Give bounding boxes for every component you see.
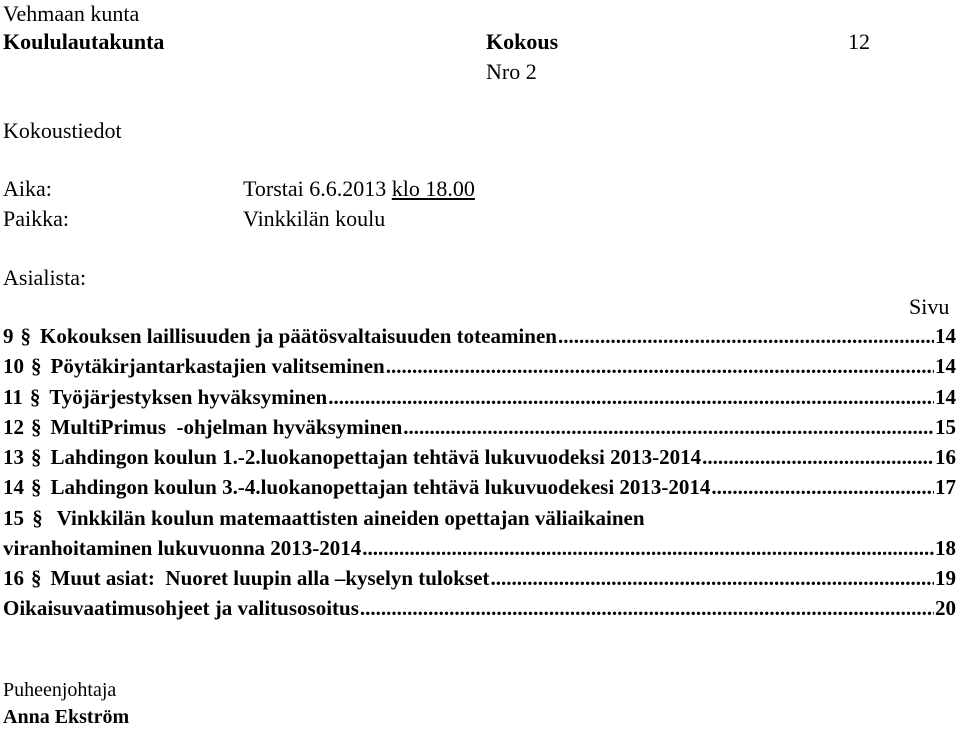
time-value (243, 176, 475, 202)
agenda-item-continuation[interactable] (3, 535, 956, 561)
dot-leader (702, 444, 934, 470)
agenda-item[interactable] (3, 474, 956, 500)
item-number: 14 (3, 475, 24, 499)
item-number: 10 (3, 354, 24, 378)
meeting-number: Nro 2 (486, 59, 537, 84)
dot-leader (558, 323, 934, 349)
agenda-item[interactable] (3, 444, 956, 470)
item-title: Työjärjestyksen hyväksyminen (49, 385, 328, 409)
time-value-clock: klo 18.00 (391, 176, 475, 201)
place-value: Vinkkilän koulu (243, 206, 386, 231)
dot-leader (328, 384, 934, 410)
section-sign: § (31, 475, 42, 499)
item-number: 15 (3, 506, 24, 530)
item-title: MultiPrimus -ohjelman hyväksyminen (50, 415, 403, 439)
item-title: Kokouksen laillisuuden ja päätösvaltaisuuden toteaminen (40, 324, 557, 348)
item-title-continued: viranhoitaminen lukuvuonna 2013-2014 (3, 536, 362, 560)
municipality-name: Vehmaan kunta (3, 1, 140, 26)
item-page: 16 (935, 445, 956, 469)
page-column-label: Sivu (909, 294, 950, 319)
section-sign: § (31, 415, 42, 439)
item-title: Lahdingon koulun 3.-4.luokanopettajan tehtävä lukuvuodekesi 2013-2014 (50, 475, 711, 499)
place-label: Paikka: (3, 206, 69, 231)
agenda-item[interactable] (3, 353, 956, 379)
dot-leader (386, 353, 934, 379)
dot-leader (403, 414, 934, 440)
dot-leader (362, 535, 934, 561)
time-label: Aika: (3, 176, 52, 201)
page-number: 12 (848, 29, 870, 54)
section-sign: § (31, 445, 42, 469)
item-page: 14 (935, 324, 956, 348)
signature-role: Puheenjohtaja (3, 679, 117, 701)
section-sign: § (20, 324, 31, 348)
meeting-label: Kokous (486, 29, 559, 54)
agenda-item[interactable] (3, 414, 956, 440)
item-page: 17 (935, 475, 956, 499)
section-sign: § (29, 385, 41, 409)
dot-leader (490, 565, 934, 591)
section-sign: § (31, 566, 42, 590)
item-number: 16 (3, 566, 24, 590)
dot-leader (360, 595, 934, 621)
signature-name: Anna Ekström (3, 706, 130, 728)
item-page: 15 (935, 415, 956, 439)
item-title: Vinkkilän koulun matemaattisten aineiden opettajan väliaikainen (56, 506, 645, 530)
meeting-info-heading: Kokoustiedot (3, 118, 122, 143)
time-value-date: Torstai 6.6.2013 (243, 176, 387, 201)
board-name: Koululautakunta (3, 29, 165, 54)
item-number: 9 (3, 324, 14, 348)
item-title: Muut asiat: Nuoret luupin alla –kyselyn tulokset (50, 566, 490, 590)
agenda-heading: Asialista: (3, 265, 87, 290)
item-page: 19 (935, 566, 956, 590)
item-page: 18 (935, 536, 956, 560)
dot-leader (711, 474, 934, 500)
item-title: Oikaisuvaatimusohjeet ja valitusosoitus (3, 596, 359, 620)
item-title: Pöytäkirjantarkastajien valitseminen (50, 354, 385, 378)
item-number: 12 (3, 415, 24, 439)
item-page: 14 (935, 385, 956, 409)
agenda-item-first-line[interactable] (3, 505, 645, 531)
item-number: 11 (3, 385, 23, 409)
section-sign: § (32, 506, 43, 530)
item-number: 13 (3, 445, 24, 469)
agenda-item[interactable] (3, 384, 956, 410)
agenda-item[interactable] (3, 323, 956, 349)
item-page: 20 (935, 596, 956, 620)
item-title: Lahdingon koulun 1.-2.luokanopettajan tehtävä lukuvuodeksi 2013-2014 (50, 445, 702, 469)
appeal-instructions-item[interactable] (3, 595, 956, 621)
agenda-item[interactable] (3, 565, 956, 591)
item-page: 14 (935, 354, 956, 378)
section-sign: § (31, 354, 42, 378)
